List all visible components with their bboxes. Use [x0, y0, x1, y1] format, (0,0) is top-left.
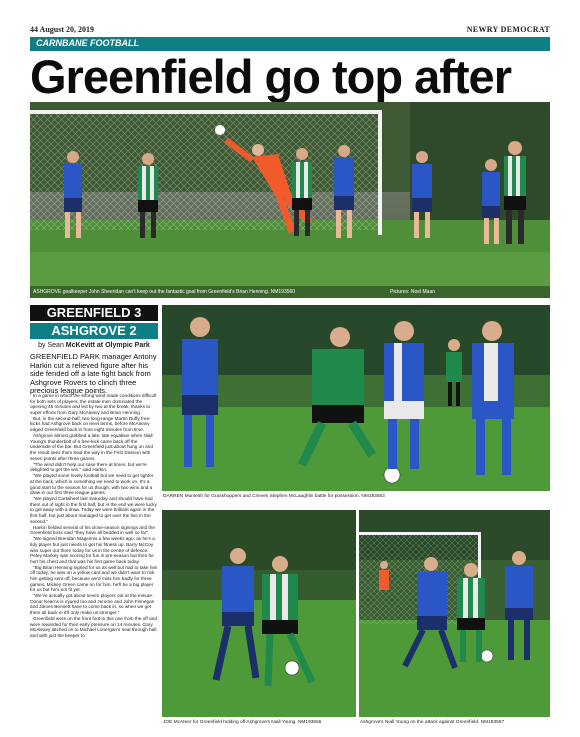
- article-paragraph: "The wind didn't help our case there at times, but we're delighted to get the win," said Harkin.: [30, 461, 147, 473]
- section-banner: [30, 37, 550, 51]
- main-photo-caption-bar: [30, 286, 550, 298]
- article-paragraph: Greenfield were on the front foot in this one from the off and were rewarded for their early pressure on 14 minutes. Gary McAleavy latched on to Michael Lonergan's neat through ball and with just the keeper to: [30, 616, 157, 638]
- main-photo: [30, 102, 550, 298]
- article-body: [30, 393, 158, 727]
- byline-author: McKevitt at Olympic Park: [65, 342, 150, 349]
- score-away: ASHGROVE 2: [30, 323, 158, 339]
- middle-photo: [162, 305, 550, 491]
- bottom-left-photo: [162, 510, 356, 717]
- article-paragraph: "We played some lovely football but we need to get tighter at the back, which is something we need to work on. It's a good start to the season for us though, with two wins and a draw in our first three league games.: [30, 473, 154, 496]
- article-paragraph: But, in the second-half, two long-range Martin Duffy free-kicks had Ashgrove back on level terms, before McAleavy edged Greenfield back in front eight minutes from time.: [30, 415, 151, 433]
- bottom-left-photo-caption: JOE McAteer for Greenfield holding off Ashgrove's Niall Young. NM193556: [163, 720, 322, 725]
- article-lead: GREENFIELD PARK manager Antony Harkin cut a relieved figure after his side fended off a late fight back from Ashgrove Rovers to clinch three precious league points.: [30, 352, 157, 395]
- article-paragraph: In a game in which the strong wind made conditions difficult for both sets of players, the estate men dominated the opening 45 minutes and led by two at the break, thanks to super efforts from Gary McAleavy and Brian Henning.: [30, 393, 157, 415]
- byline-prefix: by Sean: [38, 342, 64, 349]
- main-photo-caption: ASHGROVE goalkeeper John Sheeridan can't keep out the fantastic goal from Greenfield's Brian Henning. NM193560: [33, 289, 296, 295]
- publication-name: NEWRY DEMOCRAT: [466, 25, 550, 34]
- article-paragraph: "We signed Brendan Magennis a few weeks ago, as he's a tidy player but just needs to get his fitness up. Barry McCoy was super out there today for us in the centre of defence. Petey Markey was scoring for fun in pre-season but then he hurt his chest and that was his first game back today.: [30, 536, 155, 564]
- byline: [30, 342, 158, 352]
- bottom-right-photo: [359, 510, 550, 717]
- page-header: [30, 24, 550, 36]
- section-label: CARNBANE FOOTBALL: [36, 38, 139, 48]
- score-home: GREENFIELD 3: [30, 305, 158, 321]
- article-paragraph: Harkin fielded several of his close-season signings and the Greenfield boss said "they have all bedded in well so far".: [30, 524, 155, 536]
- article-paragraph: "We've actually got about seven players out at the minute. Conor Kearns is injured too and Jerome and John Finnegan and James Bennett have to come back in, so when we get them all back in it'll only make us stronger.": [30, 593, 155, 616]
- photo-credit: Pictures: Noel Maan: [390, 289, 436, 295]
- bottom-right-photo-caption: Ashgrove's Niall Young on the attack against Greenfield. NM193557: [360, 720, 505, 725]
- article-paragraph: "Big Brian Henning signed for us as well but had to take him off today; he was on a yellow card and we didn't want to risk him getting sent off, because we'd miss him badly for three games. Mickey Green came on for him, he'll be a big player for us but he's not fit yet.: [30, 564, 158, 593]
- page-date: 44 August 20, 2019: [30, 25, 95, 34]
- article-paragraph: "We played Cartwheel last Saturday and should have had them out of sight in the first half, but in the end we were lucky to get away with a draw. Today we were brilliant again in the first half, but just about managed to get over the line in the second.": [30, 496, 157, 524]
- article-paragraph: Ashgrove almost grabbed a late, late equaliser when Niall Young's thunderbolt of a free-kick came back off the underside of the bar. But Greenfield just about hung on and the result sees them lead the way in the First Division with seven points after three games.: [30, 433, 154, 461]
- headline: Greenfield go top after: [30, 52, 511, 102]
- middle-photo-caption: DARREN Munteith for Grasshoppers and Crieves Stephen McLaughlin battle for possession. NM193563: [163, 494, 385, 499]
